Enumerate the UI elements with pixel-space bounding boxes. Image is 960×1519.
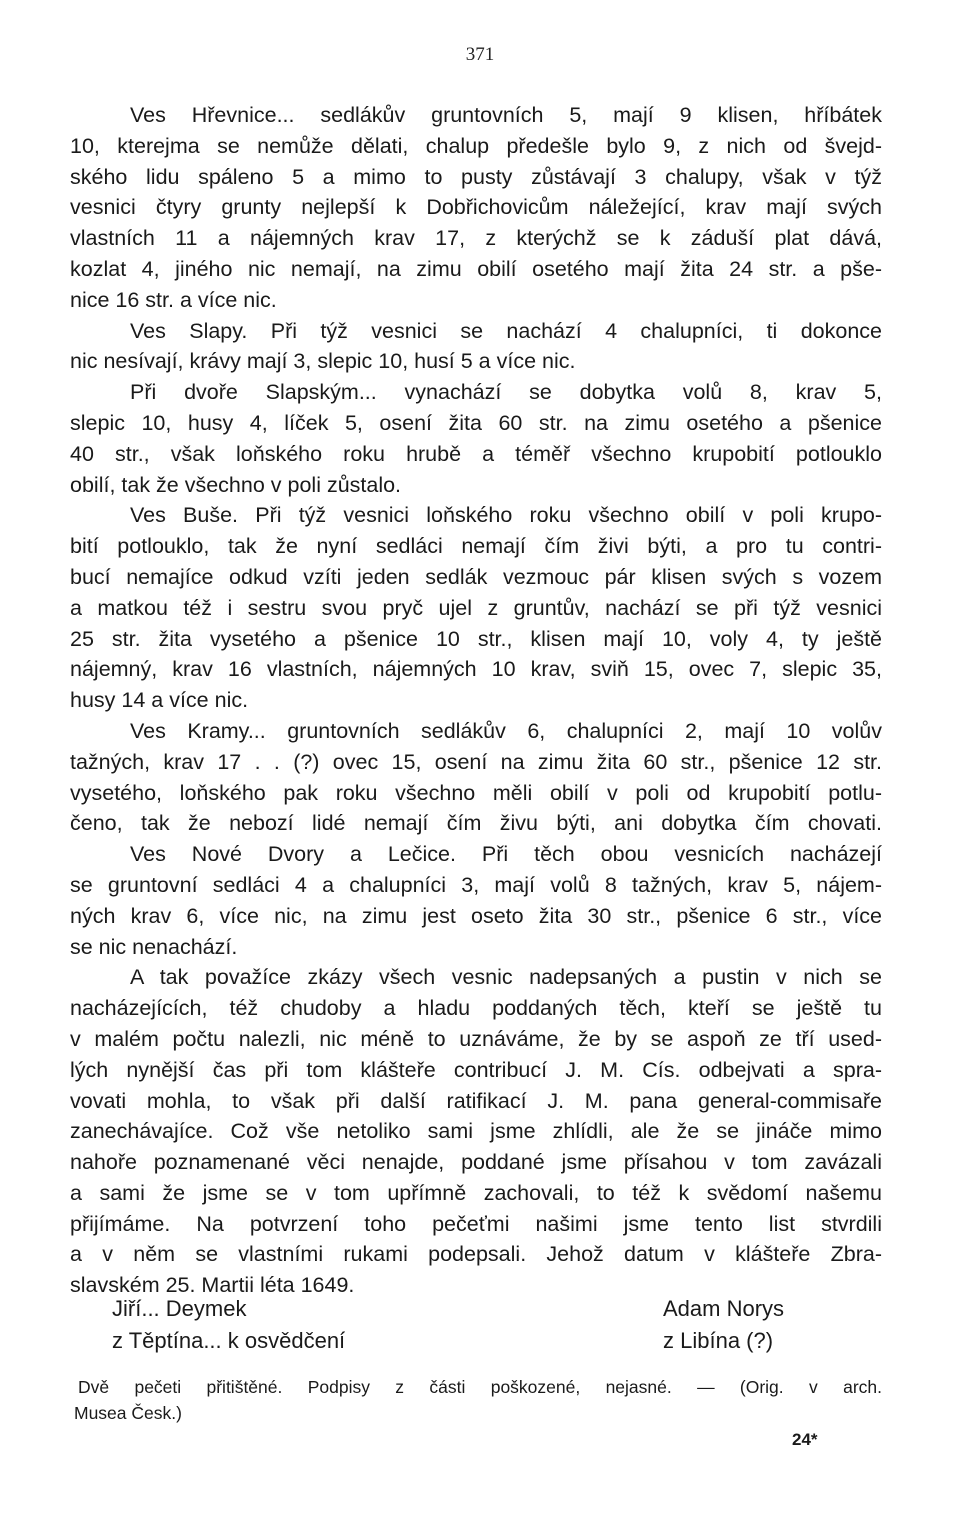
footnote-line: Dvě pečeti přitištěné. Podpisy z části poškozené, nejasné. — (Orig. v arch.	[78, 1377, 882, 1397]
text-line: zanechávajíce. Což vše netoliko sami jsme zhlídli, ale že se jináče mimo	[70, 1119, 882, 1144]
text-line: v malém počtu nalezli, nic méně to uznáváme, že by se aspoň ze tří used-	[70, 1026, 882, 1051]
text-line: a sami že jsme se v tom upřímně zachovali, to též k svědomí našemu	[70, 1180, 882, 1205]
text-line: se nic nenachází.	[70, 934, 238, 959]
text-line: ných krav 6, více nic, na zimu jest oseto žita 30 str., pšenice 6 str., více	[70, 903, 882, 928]
signature-mark: 24*	[792, 1430, 818, 1449]
text-line: čeno, tak že nebozí lidé nemají čím živu býti, ani dobytka čím chovati.	[70, 811, 882, 836]
text-line: lých nynější čas při tom klášteře contribucí J. M. Cís. odbejvati a spra-	[70, 1057, 882, 1082]
text-line: nice 16 str. a více nic.	[70, 287, 277, 312]
text-line: nic nesívají, krávy mají 3, slepic 10, husí 5 a více nic.	[70, 349, 576, 374]
signature-left-origin: z Těptína... k osvědčení	[112, 1328, 346, 1353]
text-line: nájemný, krav 16 vlastních, nájemných 10 krav, sviň 15, ovec 7, slepic 35,	[70, 657, 882, 682]
signature-right	[663, 1293, 784, 1357]
text-line: Ves Nové Dvory a Lečice. Při těch obou vesnicích nacházejí	[130, 842, 882, 867]
text-line: slavském 25. Martii léta 1649.	[70, 1273, 355, 1298]
text-line: 25 str. žita vysetého a pšenice 10 str., klisen mají 10, voly 4, ty ještě	[70, 626, 882, 651]
signature-right-name: Adam Norys	[663, 1296, 785, 1321]
text-line: vlastních 11 a nájemných krav 17, z kterýchž se k záduší plat dává,	[70, 226, 882, 251]
text-line: Ves Kramy... gruntovních sedlákův 6, chalupníci 2, mají 10 volův	[130, 718, 882, 743]
text-line: Ves Slapy. Při týž vesnici se nachází 4 chalupníci, ti dokonce	[130, 318, 882, 343]
page-number: 371	[465, 44, 495, 65]
text-line: a v něm se vlastními rukami podepsali. Jehož datum v klášteře Zbra-	[70, 1242, 882, 1267]
text-line: přijímáme. Na potvrzení toho pečeťmi našimi jsme tento list stvrdili	[70, 1211, 882, 1236]
text-line: slepic 10, husy 4, líček 5, osení žita 60 str. na zimu osetého a pšenice	[70, 410, 882, 435]
text-line: tažných, krav 17 . . (?) ovec 15, osení na zimu žita 60 str., pšenice 12 str.	[70, 749, 882, 774]
text-line: Při dvoře Slapským... vynachází se dobytka volů 8, krav 5,	[130, 380, 882, 405]
text-line: Ves Hřevnice... sedlákův gruntovních 5, mají 9 klisen, hříbátek	[130, 103, 882, 127]
text-line: obilí, tak že všechno v poli zůstalo.	[70, 472, 402, 497]
text-line: 10, kterejma se nemůže dělati, chalup předešle bylo 9, z nich od švejd-	[70, 133, 882, 158]
text-line: Ves Buše. Při týž vesnici loňského roku všechno obilí v poli krupo-	[130, 503, 882, 528]
text-line: bití potlouklo, tak že nyní sedláci nemají čím živi býti, a pro tu contri-	[70, 534, 882, 559]
text-line: A tak považíce zkázy všech vesnic nadepsaných a pustin v nich se	[130, 965, 882, 990]
text-line: vesnici čtyry grunty nejlepší k Dobřichovicům náležející, krav mají svých	[70, 195, 882, 220]
text-line: vovati mohla, to však při další ratifikací J. M. pana general-commisaře	[70, 1088, 882, 1113]
text-line: se gruntovní sedláci 4 a chalupníci 3, mají volů 8 tažných, krav 5, nájem-	[70, 872, 882, 897]
body-text	[70, 100, 882, 1301]
signature-right-origin: z Libína (?)	[663, 1328, 774, 1353]
footnote	[74, 1374, 882, 1426]
text-line: ského lidu spáleno 5 a mimo to pusty zůstávají 3 chalupy, však v týž	[70, 164, 882, 189]
signature-left	[112, 1293, 345, 1357]
footnote-line: Musea Česk.)	[74, 1403, 182, 1423]
text-line: nahoře poznamenané věci nenajde, poddané jsme přísahou v tom zavázali	[70, 1150, 882, 1175]
text-line: a matkou též i sestru svou pryč ujel z gruntův, nachází se při týž vesnici	[70, 595, 882, 620]
text-line: nacházejících, též chudoby a hladu poddaných těch, kteří se ještě tu	[70, 996, 882, 1021]
text-line: kozlat 4, jiného nic nemají, na zimu obilí osetého mají žita 24 str. a pše-	[70, 256, 882, 281]
text-line: husy 14 a více nic.	[70, 688, 249, 713]
text-line: bucí nemajíce odkud vzíti jeden sedlák vezmouc pár klisen svých s vozem	[70, 564, 882, 589]
signature-left-name: Jiří... Deymek	[112, 1296, 247, 1321]
text-line: vysetého, loňského pak roku všechno měli obilí v poli od krupobití potlu-	[70, 780, 882, 805]
text-line: 40 str., však loňského roku hrubě a téměř všechno krupobití potlouklo	[70, 441, 882, 466]
